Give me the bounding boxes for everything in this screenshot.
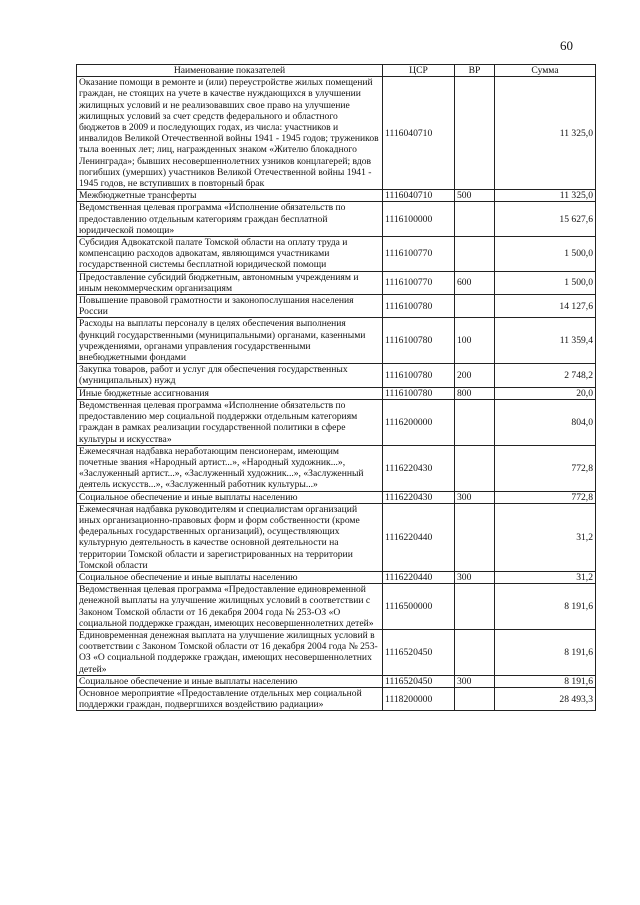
budget-table <box>76 64 596 711</box>
cell-name: Иные бюджетные ассигнования <box>77 387 383 399</box>
cell-name: Субсидия Адвокатской палате Томской области на оплату труда и компенсацию расходов адвокатам, являющимся участниками государственной системы бесплатной юридической помощи <box>77 237 383 272</box>
cell-csr: 1116520450 <box>383 675 455 687</box>
cell-csr: 1116520450 <box>383 629 455 675</box>
cell-sum: 772,8 <box>495 491 596 503</box>
cell-name: Основное мероприятие «Предоставление отдельных мер социальной поддержки граждан, подвергшихся воздействию радиации» <box>77 687 383 710</box>
cell-name: Единовременная денежная выплата на улучшение жилищных условий в соответствии с Законом Томской области от 16 декабря 2004 года № 253-ОЗ «О социальной поддержке граждан, имеющих несовершеннолетних детей» <box>77 629 383 675</box>
cell-vr <box>455 295 495 318</box>
table-row <box>77 503 596 571</box>
cell-csr: 1116100780 <box>383 295 455 318</box>
cell-csr: 1116220440 <box>383 503 455 571</box>
cell-name: Повышение правовой грамотности и законопослушания населения России <box>77 295 383 318</box>
cell-vr <box>455 202 495 237</box>
cell-vr: 300 <box>455 491 495 503</box>
cell-vr <box>455 399 495 445</box>
cell-sum: 14 127,6 <box>495 295 596 318</box>
cell-sum: 8 191,6 <box>495 675 596 687</box>
cell-csr: 1116500000 <box>383 584 455 630</box>
cell-csr: 1116100770 <box>383 271 455 294</box>
table-row <box>77 629 596 675</box>
cell-name: Межбюджетные трансферты <box>77 190 383 202</box>
cell-vr: 100 <box>455 318 495 364</box>
cell-csr: 1116040710 <box>383 77 455 190</box>
table-row <box>77 364 596 387</box>
cell-sum: 2 748,2 <box>495 364 596 387</box>
cell-sum: 8 191,6 <box>495 629 596 675</box>
table-row <box>77 190 596 202</box>
cell-name: Предоставление субсидий бюджетным, автономным учреждениям и иным некоммерческим организациям <box>77 271 383 294</box>
table-row <box>77 387 596 399</box>
cell-csr: 1118200000 <box>383 687 455 710</box>
cell-csr: 1116220440 <box>383 571 455 583</box>
cell-name: Ведомственная целевая программа «Предоставление единовременной денежной выплаты на улучшение жилищных условий в соответствии с Законом Томской области от 16 декабря 2004 года № 253-ОЗ «О социальной поддержке граждан, имеющих несовершеннолетних детей» <box>77 584 383 630</box>
cell-vr <box>455 445 495 491</box>
cell-sum: 20,0 <box>495 387 596 399</box>
cell-name: Социальное обеспечение и иные выплаты населению <box>77 491 383 503</box>
cell-vr: 300 <box>455 675 495 687</box>
cell-csr: 1116200000 <box>383 399 455 445</box>
cell-sum: 31,2 <box>495 571 596 583</box>
header-vr: ВР <box>455 65 495 77</box>
cell-csr: 1116220430 <box>383 491 455 503</box>
cell-vr <box>455 237 495 272</box>
cell-vr <box>455 629 495 675</box>
cell-csr: 1116220430 <box>383 445 455 491</box>
cell-vr: 300 <box>455 571 495 583</box>
cell-name: Оказание помощи в ремонте и (или) переустройстве жилых помещений граждан, не стоящих на учете в качестве нуждающихся в улучшении жилищных условий и не реализовавших свое право на улучшение жилищных условий за счет средств федерального и областного бюджетов в 2009 и последующих годах, из числа: участников и инвалидов Великой Отечественной войны 1941 - 1945 годов; тружеников тыла военных лет; лиц, награжденных знаком «Жителю блокадного Ленинграда»; бывших несовершеннолетних узников концлагерей; вдов погибших (умерших) участников Великой Отечественной войны 1941 - 1945 годов, не вступивших в повторный брак <box>77 77 383 190</box>
page-number: 60 <box>560 38 573 53</box>
cell-name: Социальное обеспечение и иные выплаты населению <box>77 571 383 583</box>
cell-csr: 1116100770 <box>383 237 455 272</box>
cell-name: Ежемесячная надбавка неработающим пенсионерам, имеющим почетные звания «Народный артист...», «Народный художник...», «Заслуженный артист...», «Заслуженный художник...», «Заслуженный деятель искусств...», «Заслуженный работник культуры...» <box>77 445 383 491</box>
cell-sum: 8 191,6 <box>495 584 596 630</box>
table-row <box>77 318 596 364</box>
cell-sum: 772,8 <box>495 445 596 491</box>
cell-sum: 11 359,4 <box>495 318 596 364</box>
table-row <box>77 237 596 272</box>
table-row <box>77 445 596 491</box>
cell-name: Закупка товаров, работ и услуг для обеспечения государственных (муниципальных) нужд <box>77 364 383 387</box>
cell-sum: 1 500,0 <box>495 271 596 294</box>
cell-vr: 200 <box>455 364 495 387</box>
cell-csr: 1116100780 <box>383 318 455 364</box>
table-body <box>77 77 596 711</box>
header-csr: ЦСР <box>383 65 455 77</box>
cell-vr <box>455 77 495 190</box>
cell-sum: 11 325,0 <box>495 190 596 202</box>
table-row <box>77 584 596 630</box>
table-row <box>77 571 596 583</box>
table-row <box>77 202 596 237</box>
cell-vr: 800 <box>455 387 495 399</box>
table-row <box>77 687 596 710</box>
cell-vr <box>455 584 495 630</box>
cell-sum: 11 325,0 <box>495 77 596 190</box>
cell-csr: 1116100780 <box>383 364 455 387</box>
cell-sum: 1 500,0 <box>495 237 596 272</box>
table-row <box>77 77 596 190</box>
cell-csr: 1116100780 <box>383 387 455 399</box>
cell-sum: 15 627,6 <box>495 202 596 237</box>
cell-name: Расходы на выплаты персоналу в целях обеспечения выполнения функций государственными (муниципальными) органами, казенными учреждениями, органами управления государственными внебюджетными фондами <box>77 318 383 364</box>
cell-name: Ежемесячная надбавка руководителям и специалистам организаций иных организационно-правовых форм и форм собственности (кроме федеральных государственных организаций), осуществляющих культурную деятельность в качестве основной деятельности на территории Томской области и зарегистрированных на территории Томской области <box>77 503 383 571</box>
header-sum: Сумма <box>495 65 596 77</box>
table-row <box>77 675 596 687</box>
cell-vr: 500 <box>455 190 495 202</box>
header-name: Наименование показателей <box>77 65 383 77</box>
cell-name: Социальное обеспечение и иные выплаты населению <box>77 675 383 687</box>
cell-vr <box>455 687 495 710</box>
cell-csr: 1116100000 <box>383 202 455 237</box>
cell-name: Ведомственная целевая программа «Исполнение обязательств по предоставлению мер социальной поддержки отдельным категориям граждан в рамках реализации государственной политики в сфере культуры и искусства» <box>77 399 383 445</box>
table-row <box>77 491 596 503</box>
cell-vr <box>455 503 495 571</box>
cell-vr: 600 <box>455 271 495 294</box>
cell-sum: 31,2 <box>495 503 596 571</box>
table-header-row <box>77 65 596 77</box>
table-row <box>77 399 596 445</box>
cell-sum: 804,0 <box>495 399 596 445</box>
cell-name: Ведомственная целевая программа «Исполнение обязательств по предоставлению отдельным категориям граждан бесплатной юридической помощи» <box>77 202 383 237</box>
table-row <box>77 295 596 318</box>
cell-csr: 1116040710 <box>383 190 455 202</box>
cell-sum: 28 493,3 <box>495 687 596 710</box>
table-row <box>77 271 596 294</box>
